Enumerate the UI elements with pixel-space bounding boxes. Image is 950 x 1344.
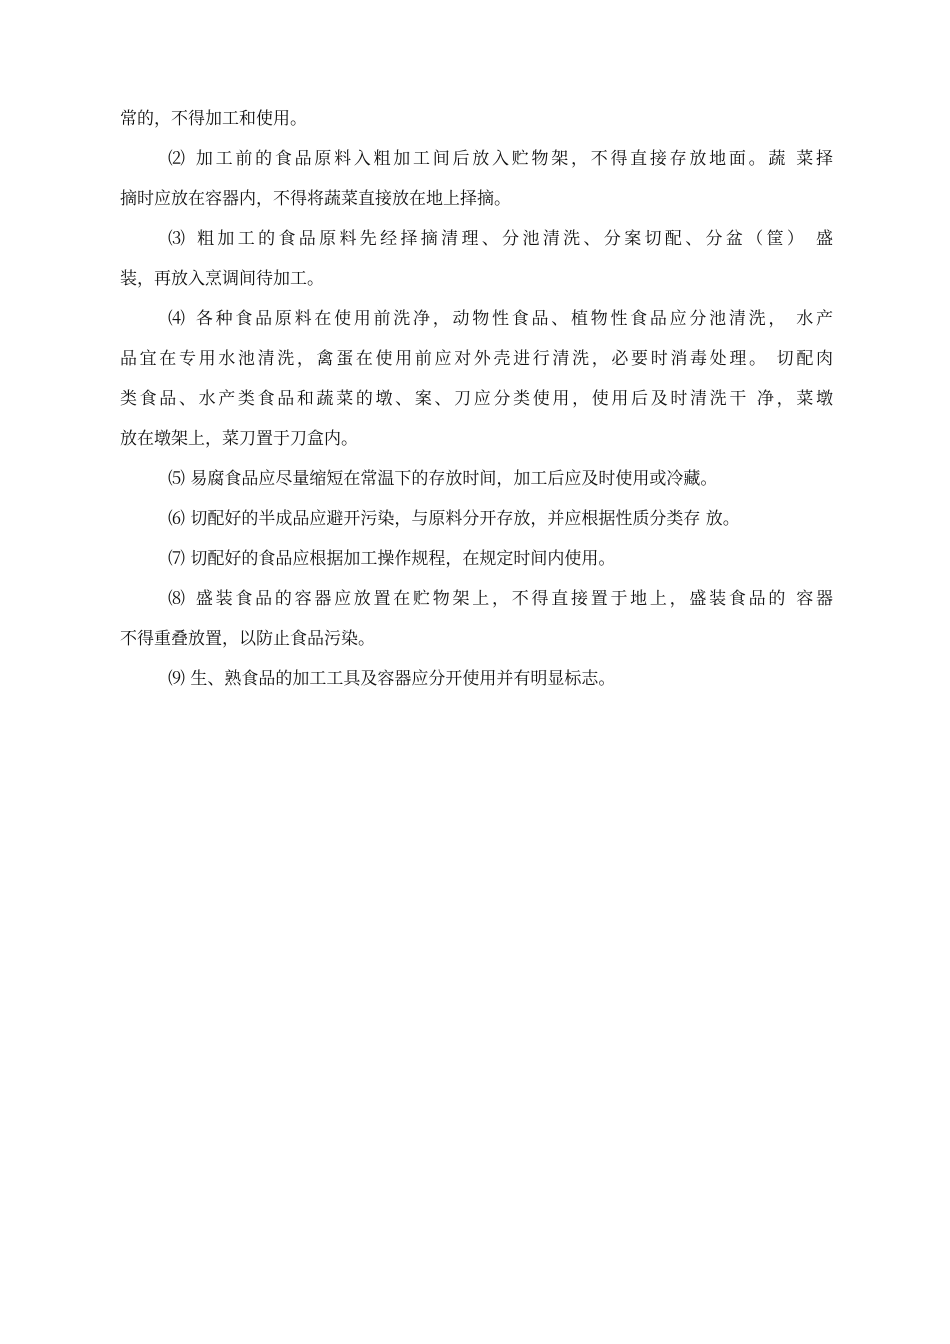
- text-line: ⑵ 加工前的食品原料入粗加工间后放入贮物架，不得直接存放地面。蔬 菜择: [168, 149, 833, 169]
- text-line: ⑹ 切配好的半成品应避开污染，与原料分开存放，并应根据性质分类存 放。: [168, 509, 740, 529]
- text-line: ⑺ 切配好的食品应根据加工操作规程，在规定时间内使用。: [168, 549, 616, 569]
- text-line: 品宜在专用水池清洗，禽蛋在使用前应对外壳进行清洗，必要时消毒处理。 切配肉: [120, 349, 833, 369]
- text-line: 装，再放入烹调间待加工。: [120, 269, 324, 289]
- text-line: ⑻ 盛装食品的容器应放置在贮物架上，不得直接置于地上，盛装食品的 容器: [168, 589, 833, 609]
- text-line: 摘时应放在容器内，不得将蔬菜直接放在地上择摘。: [120, 189, 511, 209]
- document-body: [120, 99, 833, 699]
- text-line: 类食品、水产类食品和蔬菜的墩、案、刀应分类使用，使用后及时清洗干 净，菜墩: [120, 389, 833, 409]
- text-line: ⑸ 易腐食品应尽量缩短在常温下的存放时间，加工后应及时使用或冷藏。: [168, 469, 718, 489]
- text-line: ⑷ 各种食品原料在使用前洗净，动物性食品、植物性食品应分池清洗， 水产: [168, 309, 833, 329]
- text-line: 不得重叠放置，以防止食品污染。: [120, 629, 375, 649]
- text-line: ⑶ 粗加工的食品原料先经择摘清理、分池清洗、分案切配、分盆（筐） 盛: [168, 229, 833, 249]
- text-line: ⑼ 生、熟食品的加工工具及容器应分开使用并有明显标志。: [168, 669, 616, 689]
- text-line: 常的，不得加工和使用。: [120, 109, 307, 129]
- text-line: 放在墩架上，菜刀置于刀盒内。: [120, 429, 358, 449]
